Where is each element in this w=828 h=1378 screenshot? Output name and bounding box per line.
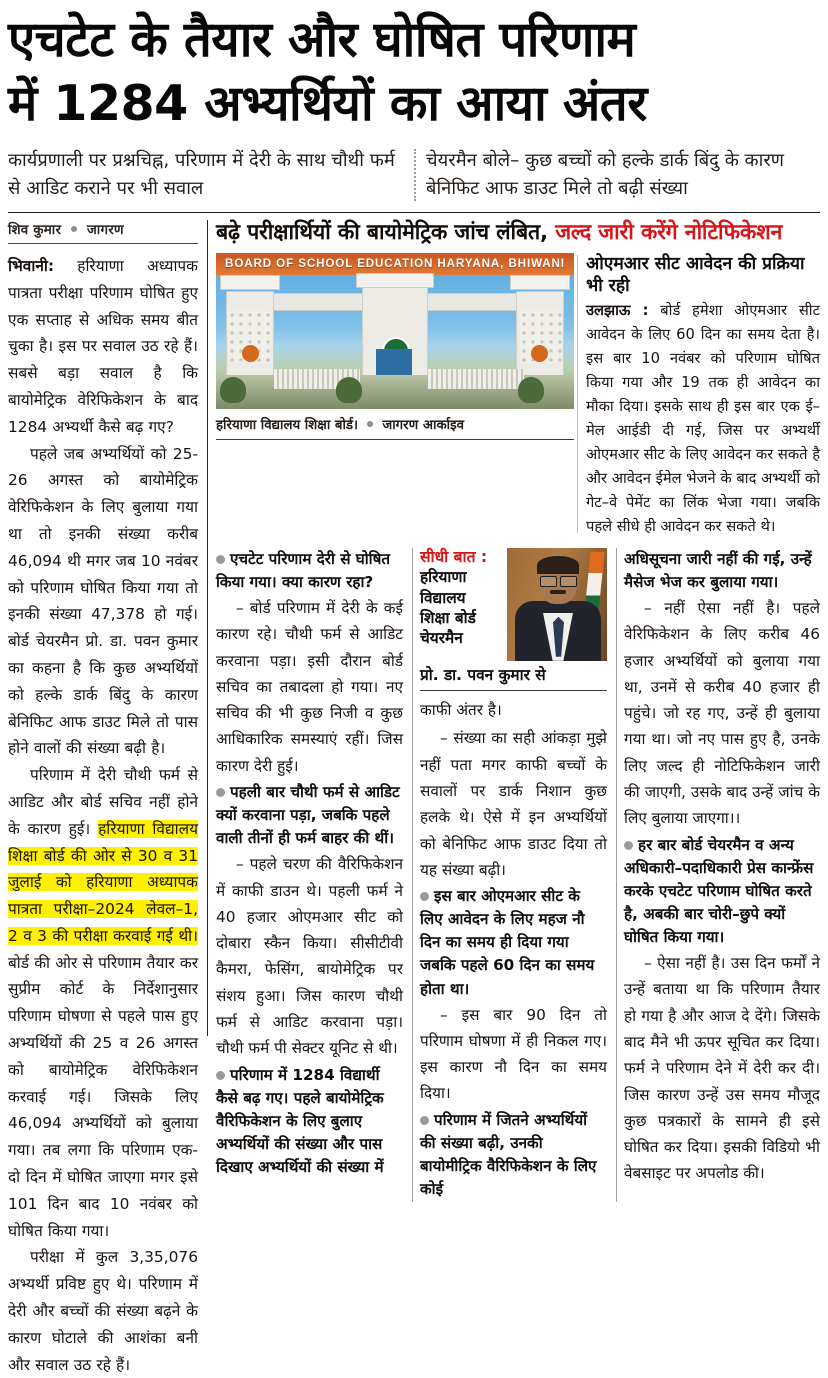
dateline: भिवानी: bbox=[8, 256, 55, 275]
header-rule bbox=[8, 212, 820, 213]
shrub-left bbox=[220, 377, 246, 403]
byline-rule bbox=[8, 243, 198, 244]
question-1-text: एचटेट परिणाम देरी से घोषित किया गया। क्या कारण रहा? bbox=[216, 549, 391, 591]
interview-label: सीधी बात : bbox=[420, 547, 488, 566]
question-6-text: हर बार बोर्ड चेयरमैन व अन्य अधिकारी–पदाधिकारी प्रेस कान्फ्रेंस करके एचटेट परिणाम घोषित करते है, अबकी बार चोरी–छुपे क्यों घोषित किया गया। bbox=[624, 835, 814, 946]
question-5 bbox=[420, 1109, 607, 1201]
interview-name-line-3: शिक्षा बोर्ड bbox=[420, 608, 476, 627]
interview-name-line-5: प्रो. डा. पवन कुमार से bbox=[420, 665, 546, 684]
photo-credit: जागरण आर्काइव bbox=[382, 417, 465, 433]
om-emblem-icon bbox=[242, 345, 259, 362]
feature-section bbox=[216, 219, 820, 1199]
headline-line-1: एचटेट के तैयार और घोषित परिणाम bbox=[8, 11, 636, 68]
interview-name-line-4: चेयरमैन bbox=[420, 629, 463, 648]
question-2 bbox=[216, 781, 403, 850]
pillar-cap-left bbox=[220, 275, 280, 290]
signboard-text: BOARD OF SCHOOL EDUCATION HARYANA, BHIWANI bbox=[225, 256, 565, 270]
question-1 bbox=[216, 548, 403, 594]
qa-divider-1 bbox=[412, 548, 413, 1202]
photo-row bbox=[216, 253, 820, 539]
deck-left: कार्यप्रणाली पर प्रश्नचिह्न, परिणाम में देरी के साथ चौथी फर्म से आडिट कराने पर भी सवाल bbox=[8, 150, 395, 200]
story-column bbox=[8, 220, 207, 1374]
omr-body bbox=[586, 299, 820, 539]
answer-5: – नहीं ऐसा नहीं है। पहले वेरिफिकेशन के लिए करीब 46 हजार अभ्यर्थियों को बुलाया गया था, उनमें से करीब 40 हजार ही पहुंचे। जो रह गए, उन्हें ही बुलाया गया था। जो नए पास हुए है, उनके लिए जल्द ही नोटिफिकेशन जारी की जाएगी, उसके बाद उन्हें जांच के लिए बुलाया जाएगा।। bbox=[624, 598, 820, 828]
question-2-text: पहली बार चौथी फर्म से आडिट क्यों करवाना पड़ा, जबकि पहले वाली तीनों ही फर्म बाहर की थीं। bbox=[216, 782, 400, 848]
question-6 bbox=[624, 834, 820, 949]
question-4-text: इस बार ओएमआर सीट के लिए आवेदन के लिए महज नौ दिन का समय ही दिया गया जबकि पहले 60 दिन का समय होता था। bbox=[420, 887, 595, 998]
question-4 bbox=[420, 885, 607, 1000]
subhead-red: जल्द जारी करेंगे नोटिफिकेशन bbox=[547, 219, 783, 245]
bullet-icon bbox=[216, 788, 225, 797]
photo-wrap bbox=[216, 253, 574, 440]
portrait-glasses-right bbox=[560, 576, 577, 587]
bullet-icon bbox=[624, 841, 633, 850]
feature-subhead bbox=[216, 220, 820, 246]
deck-right: चेयरमैन बोले– कुछ बच्चों को हल्के डार्क बिंदु के कारण बेनिफिट आफ डाउट मिले तो बढ़ी संख्या bbox=[426, 150, 785, 200]
question-3-text: परिणाम में 1284 विद्यार्थी कैसे बढ़ गए। पहले बायोमेट्रिक वैरिफिकेशन के लिए बुलाए अभ्यर्थियों की संख्या और पास दिखाए अभ्यर्थियों की संख्या में bbox=[216, 1065, 384, 1177]
bullet-icon bbox=[420, 1116, 429, 1125]
photo-caption-text: हरियाणा विद्यालय शिक्षा बोर्ड। bbox=[216, 417, 359, 433]
deck-divider bbox=[414, 149, 416, 201]
story-paragraph-3-post: बोर्ड की ओर से परिणाम तैयार कर सुप्रीम कोर्ट के निर्देशानुसार परिणाम घोषणा से पहले पास हुए अभ्यर्थियों की 25 व 26 अगस्त को बायोमेट्रिक वेरिफिकेशन करवाई गई। जिसके लिए 46,094 अभ्यर्थियों को बुलाया गया। तब लगा कि परिणाम एक-दो दिन में घोषित जाएगा मगर इसे 101 दिन बाद 10 नवंबर को घोषित किया गया। bbox=[8, 953, 198, 1240]
omr-title-line-1: ओएमआर सीट आवेदन की प्रक्रिया भी रही bbox=[586, 253, 805, 296]
byline-author: शिव कुमार bbox=[8, 222, 62, 238]
story-paragraph-1 bbox=[8, 253, 198, 441]
portrait-hair bbox=[537, 556, 579, 574]
shrub-center bbox=[336, 377, 362, 403]
highlighted-text: हरियाणा विद्यालय शिक्षा बोर्ड की ओर से 30 व 31 जुलाई को हरियाणा अध्यापक पात्रता परीक्षा–2024 लेवल–1, 2 व 3 की परीक्षा करवाई गई थी। bbox=[8, 819, 199, 945]
interview-name bbox=[420, 567, 501, 648]
subhead-black: बढ़े परीक्षार्थियों की बायोमेट्रिक जांच लंबित, bbox=[216, 219, 548, 245]
board-gate-photo bbox=[216, 253, 574, 409]
photo-caption bbox=[216, 415, 574, 433]
answer-3: – संख्या का सही आंकड़ा मुझे नहीं पता मगर काफी बच्चों के सवालों पर डार्क निशान कुछ हलके थे। ऐसे में इन अभ्यर्थियों को बेनिफिट आफ डाउट दिया तो यह संख्या बढ़ी। bbox=[420, 729, 607, 879]
story-paragraph-1-text: हरियाणा अध्यापक पात्रता परीक्षा परिणाम घोषित हुए एक सप्ताह से अधिक समय बीत चुका है। इस पर सवाल उठ रहे हैं। सबसे बड़ा सवाल है कि बायोमेट्रिक वेरिफिकेशन के बाद 1284 अभ्यर्थी कैसे बढ़ गए? bbox=[8, 256, 198, 436]
interview-header bbox=[420, 548, 607, 661]
page-title bbox=[8, 8, 820, 135]
interview-rule bbox=[420, 690, 607, 691]
interview-qa bbox=[216, 548, 820, 1202]
chakra-emblem-icon bbox=[531, 345, 548, 362]
body-grid bbox=[8, 219, 820, 1374]
omr-title bbox=[586, 253, 820, 298]
bullet-icon bbox=[216, 1071, 225, 1080]
answer-2: – पहले चरण की वैरिफिकेशन में काफी डाउन थे। पहली फर्म ने 40 हजार ओएमआर सीट को दोबारा स्कैन किया। सीसीटीवी कैमरा, फेसिंग, बायोमेट्रिक पर संशय हुआ। जिस कारण चौथी फर्म से आडिट करवाना पड़ा। चौथी फर्म पी सेक्टर यूनिट से थी। bbox=[216, 855, 403, 1058]
interview-name-line-1: हरियाणा bbox=[420, 568, 467, 587]
column-divider bbox=[207, 220, 208, 1036]
qa-column-3 bbox=[624, 548, 820, 1202]
question-5-text: परिणाम में जितने अभ्यर्थियों की संख्या बढ़ी, उनकी बायोमीट्रिक वैरिफिकेशन के लिए कोई bbox=[420, 1110, 597, 1199]
qa-divider-2 bbox=[616, 548, 617, 1202]
deck bbox=[8, 147, 820, 203]
answer-4: – इस बार 90 दिन तो परिणाम घोषणा में ही निकल गए। इस कारण नौ दिन का समय दिया। bbox=[420, 1005, 607, 1103]
bullet-icon bbox=[420, 892, 429, 901]
answer-6: – ऐसा नहीं है। उस दिन फर्मों ने उन्हें बताया था कि परिणाम तैयार हो गया है और आज दे देंगे। जिसके बाद मैने भी ऊपर सूचित कर दिया। फर्म ने परिणाम देने में देरी कर दी। जिस कारण उन्हें उस समय मौजूद कुछ पत्रकारों के सामने ही इसे घोषित कर दिया। इसकी विडियो भी वेबसाइट पर अपलोड की। bbox=[624, 954, 820, 1183]
photo-caption-rule bbox=[216, 439, 574, 440]
qa-column-2 bbox=[420, 548, 616, 1202]
question-5-continued: अधिसूचना जारी नहीं की गई, उन्हें मैसेज भेज कर बुलाया गया। bbox=[624, 549, 812, 591]
pillar-cap-center bbox=[356, 273, 434, 288]
question-3-continued: काफी अंतर है। bbox=[420, 701, 502, 720]
question-3 bbox=[216, 1064, 403, 1179]
pillar-cap-right bbox=[510, 275, 570, 290]
fence-right bbox=[428, 369, 524, 389]
omr-sidebar bbox=[574, 253, 820, 539]
headline-line-2: में 1284 अभ्यर्थियों का आया अंतर bbox=[8, 74, 647, 132]
story-paragraph-4: परीक्षा में कुल 3,35,076 अभ्यर्थी प्रविष्ट हुए थे। परिणाम में देरी और बच्चों की संख्या बढ़ने के कारण घोटाले की आशंका बनी और सवाल उठ रहे हैं। bbox=[8, 1248, 198, 1374]
story-paragraph-3 bbox=[8, 762, 198, 1244]
answer-1: – बोर्ड परिणाम में देरी के कई कारण रहे। चौथी फर्म से आडिट करवाना पड़ा। इसी दौरान बोर्ड सचिव का तबादला हो गया। नए सचिव की भी कुछ निजी व कुछ आधिकारिक समस्याएं रहीं। जिस कारण देरी हुई। bbox=[216, 598, 403, 775]
chairman-portrait bbox=[507, 548, 607, 661]
portrait-glasses-left bbox=[540, 576, 557, 587]
interview-name-line-2: विद्यालय bbox=[420, 588, 466, 607]
interview-meta bbox=[420, 548, 501, 649]
story-paragraph-3-pre: परिणाम में देरी चौथी फर्म से आडिट और बोर्ड सचिव नहीं होने के कारण हुई। bbox=[8, 766, 198, 838]
omr-title-line-2: उलझाऊ : bbox=[586, 302, 649, 320]
byline-publication: जागरण bbox=[86, 222, 124, 238]
byline bbox=[8, 220, 198, 238]
portrait-moustache bbox=[550, 590, 566, 594]
bullet-dot-icon bbox=[367, 421, 373, 427]
shrub-right bbox=[518, 377, 544, 403]
omr-body-text: बोर्ड हमेशा ओएमआर सीट आवेदन के लिए 60 दिन का समय देता है। इस बार 10 नवंबर को परिणाम घोषित किया गया और 19 तक ही आवेदन का मौका दिया। इसके साथ ही इस बार एक ई–मेल आईडी दी गई, जिस पर अभ्यर्थी ओएमआर सीट के लिए आवेदन कर सकते है और आवेदन ईमेल भेजने के बाद अभ्यर्थी को गेट–वे पेमेंट का लिंक भेजा गया। जबकि पहले सीधे ही आवेदन कर सकते थे। bbox=[586, 302, 820, 535]
signboard bbox=[216, 253, 574, 275]
bullet-icon bbox=[216, 555, 225, 564]
qa-column-1 bbox=[216, 548, 412, 1202]
story-paragraph-2: पहले जब अभ्यर्थियों को 25-26 अगस्त को बायोमेट्रिक वेरिफिकेशन के लिए बुलाया गया था तो इनकी संख्या करीब 46,094 थी मगर जब 10 नवंबर को परिणाम घोषित किया गया तो इनकी संख्या 47,378 हो गई। बोर्ड चेयरमैन प्रो. डा. पवन कुमार का कहना है कि कुछ अभ्यर्थियों को हल्के डार्क बिंदु के कारण बेनिफिट आफ डाउट मिले तो पास होने वालों की संख्या बढ़ी है। bbox=[8, 444, 198, 758]
bullet-dot-icon bbox=[71, 226, 77, 232]
